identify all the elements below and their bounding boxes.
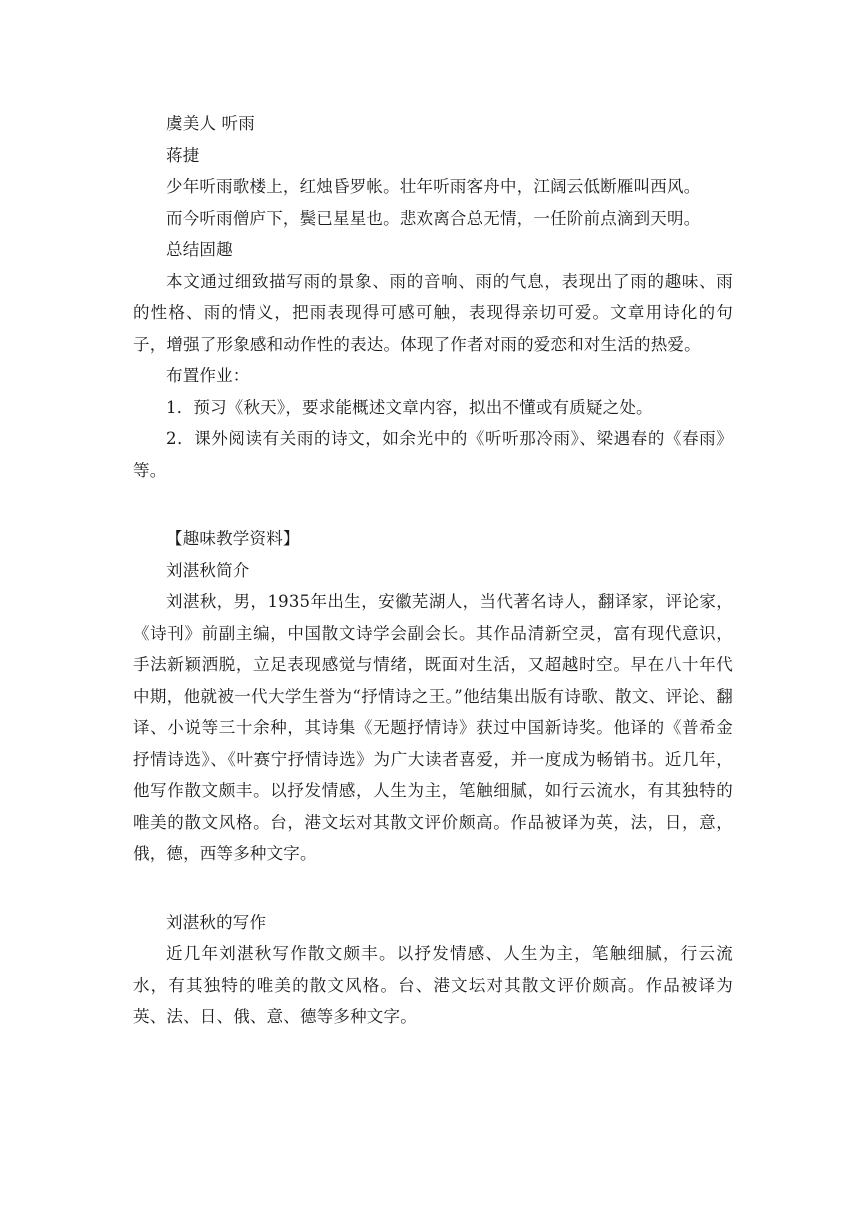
summary-paragraph: 本文通过细致描写雨的景象、雨的音响、雨的气息，表现出了雨的趣味、雨的性格、雨的情义，把雨表现得可感可触，表现得亲切可爱。文章用诗化的句子，增强了形象感和动作性的表达。体现了作者对雨的爱恋和对生活的热爱。	[133, 271, 733, 354]
poem-line-2: 而今听雨僧庐下，鬓已星星也。悲欢离合总无情，一任阶前点滴到天明。	[166, 208, 701, 228]
bio-heading: 刘湛秋简介	[166, 560, 250, 580]
summary-heading: 总结固趣	[166, 240, 233, 259]
writing-paragraph: 近几年刘湛秋写作散文颇丰。以抒发情感、人生为主，笔触细腻，行云流水，有其独特的唯美的散文风格。台、港文坛对其散文评价颇高。作品被译为英、法、日、俄、意、德等多种文字。	[133, 944, 733, 1026]
document-body	[133, 108, 733, 1033]
blank-line	[133, 870, 733, 907]
poem-title: 虞美人 听雨	[166, 114, 255, 133]
bio-paragraph: 刘湛秋，男，1935年出生，安徽芜湖人，当代著名诗人，翻译家，评论家，《诗刊》前副主编，中国散文诗学会副会长。其作品清新空灵，富有现代意识，手法新颖洒脱，立足表现感觉与情绪，既面对生活，又超越时空。早在八十年代中期，他就被一代大学生誉为“抒情诗之王。”他结集出版有诗歌、散文、评论、翻译、小说等三十余种，其诗集《无题抒情诗》获过中国新诗奖。他译的《普希金抒情诗选》、《叶赛宁抒情诗选》为广大读者喜爱，并一度成为畅销书。近几年，他写作散文颇丰。以抒发情感，人生为主，笔触细腻，如行云流水，有其独特的唯美的散文风格。台，港文坛对其散文评价颇高。作品被译为英，法，日，意，俄，德，西等多种文字。	[133, 592, 733, 863]
poem-author: 蒋捷	[166, 145, 200, 165]
homework-item-2: 2．课外阅读有关雨的诗文，如余光中的《听听那冷雨》、梁遇春的《春雨》等。	[133, 429, 733, 480]
homework-heading: 布置作业：	[166, 366, 250, 385]
blank-line	[133, 486, 733, 523]
writing-heading: 刘湛秋的写作	[166, 912, 267, 932]
resources-heading: 【趣味教学资料】	[166, 529, 300, 548]
poem-line-1: 少年听雨歌楼上，红烛昏罗帐。壮年听雨客舟中，江阔云低断雁叫西风。	[166, 177, 701, 196]
homework-item-1: 1．预习《秋天》，要求能概述文章内容，拟出不懂或有质疑之处。	[166, 397, 653, 417]
